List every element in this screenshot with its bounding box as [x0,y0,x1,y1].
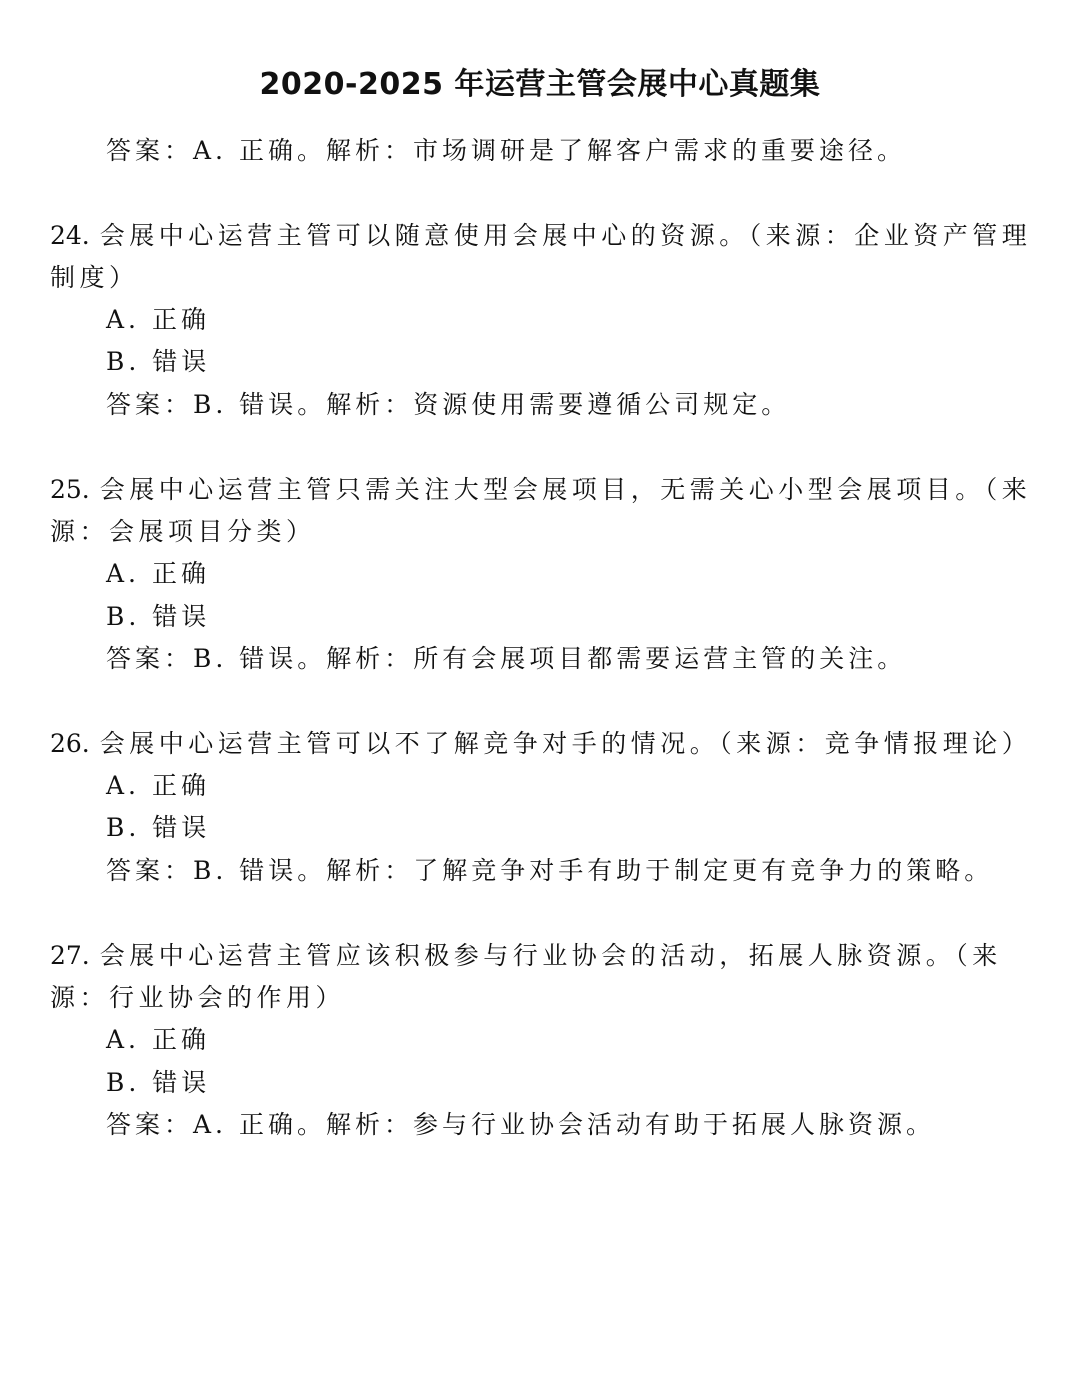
question-25-stem [50,469,1050,553]
question-27-option-b: B. 错误 [106,1068,211,1097]
question-number: 24. [50,221,90,250]
question-26-stem [50,723,1050,765]
question-number: 25. [50,475,90,504]
intro-answer: 答案：A. 正确。解析：市场调研是了解客户需求的重要途径。 [106,136,906,165]
question-text: 会展中心运营主管应该积极参与行业协会的活动，拓展人脉资源。（来源：行业协会的作用） [50,941,1002,1012]
question-27-stem [50,935,1050,1019]
question-25-answer: 答案：B. 错误。解析：所有会展项目都需要运营主管的关注。 [106,644,907,673]
question-text: 会展中心运营主管可以不了解竞争对手的情况。（来源：竞争情报理论） [99,729,1032,758]
question-27-answer: 答案：A. 正确。解析：参与行业协会活动有助于拓展人脉资源。 [106,1110,935,1139]
question-number: 26. [50,729,90,758]
question-27-option-a: A. 正确 [106,1025,210,1054]
question-25-option-a: A. 正确 [106,559,210,588]
question-text: 会展中心运营主管只需关注大型会展项目，无需关心小型会展项目。（来源：会展项目分类） [50,475,1032,546]
question-26-option-b: B. 错误 [106,813,211,842]
page-title: 2020-2025 年运营主管会展中心真题集 [259,67,821,102]
question-24-option-b: B. 错误 [106,347,211,376]
question-26-option-a: A. 正确 [106,771,210,800]
question-24-stem [50,215,1050,299]
question-26-answer: 答案：B. 错误。解析：了解竞争对手有助于制定更有竞争力的策略。 [106,856,994,885]
question-text: 会展中心运营主管可以随意使用会展中心的资源。（来源：企业资产管理制度） [50,221,1032,292]
question-24-answer: 答案：B. 错误。解析：资源使用需要遵循公司规定。 [106,390,791,419]
question-24-option-a: A. 正确 [106,305,210,334]
question-25-option-b: B. 错误 [106,602,211,631]
question-number: 27. [50,941,90,970]
